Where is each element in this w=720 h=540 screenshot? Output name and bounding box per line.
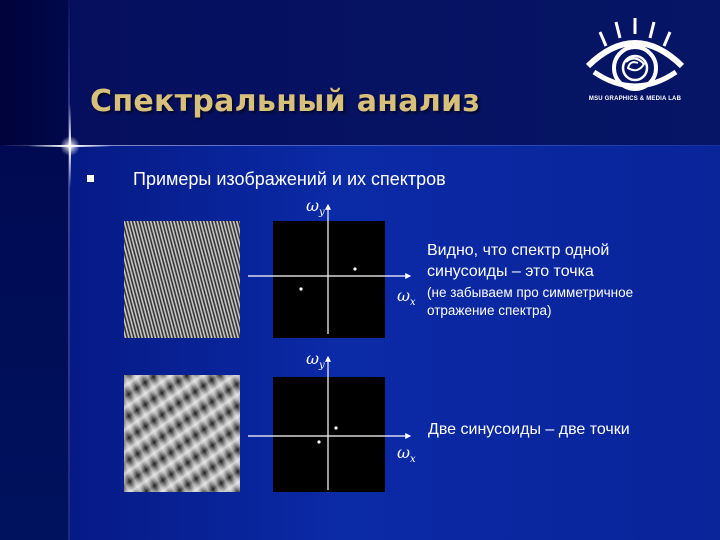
logo-caption: MSU GRAPHICS & MEDIA LAB	[588, 96, 682, 102]
omega-x-label-1: $\omega_x$	[397, 286, 416, 309]
slide-title: Спектральный анализ	[90, 84, 481, 119]
bullet-text: Примеры изображений и их спектров	[133, 169, 446, 189]
omega-y-label-2: $\omega_y$	[306, 349, 325, 372]
note-secondary-1: (не забываем про симметричное отражение спектра)	[427, 285, 634, 318]
omega-x-label-2: $\omega_x$	[397, 443, 416, 466]
spectrum-point	[299, 287, 302, 290]
spectrum-point	[317, 440, 320, 443]
omega-y-label-1: $\omega_y$	[306, 196, 325, 219]
note-main-2: Две синусоиды – две точки	[428, 421, 630, 438]
spectrum-point	[353, 267, 356, 270]
note-main-1: Видно, что спектр одной синусоиды – это точка	[427, 242, 610, 280]
spectrum-point	[334, 426, 337, 429]
